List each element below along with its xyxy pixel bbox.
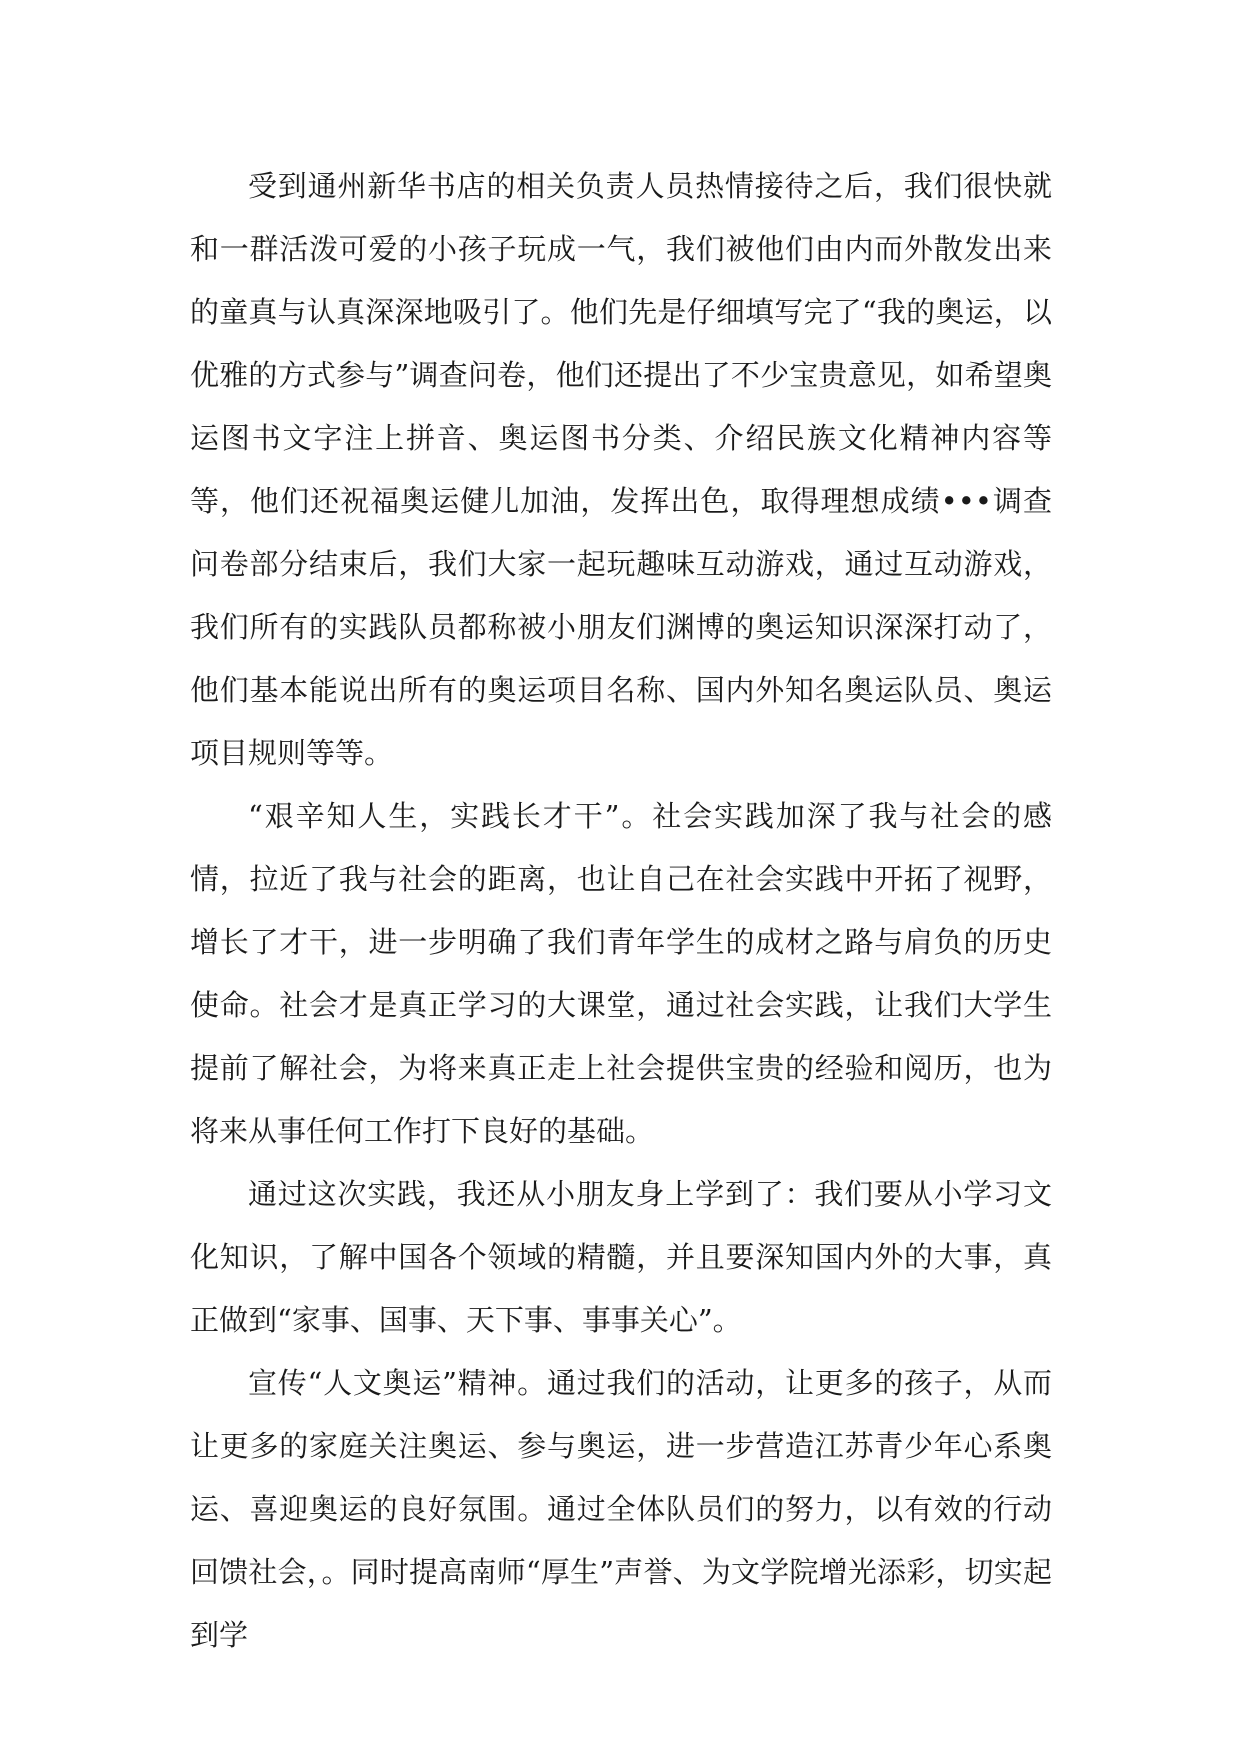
paragraph-1: 受到通州新华书店的相关负责人员热情接待之后，我们很快就和一群活泼可爱的小孩子玩成一气，我们被他们由内而外散发出来的童真与认真深深地吸引了。他们先是仔细填写完了“我的奥运，以优雅的方式参与”调查问卷，他们还提出了不少宝贵意见，如希望奥运图书文字注上拼音、奥运图书分类、介绍民族文化精神内容等等，他们还祝福奥运健儿加油，发挥出色，取得理想成绩•••调查问卷部分结束后，我们大家一起玩趣味互动游戏，通过互动游戏，我们所有的实践队员都称被小朋友们渊博的奥运知识深深打动了，他们基本能说出所有的奥运项目名称、国内外知名奥运队员、奥运项目规则等等。 (190, 169, 1052, 770)
paragraph-2: “艰辛知人生，实践长才干”。社会实践加深了我与社会的感情，拉近了我与社会的距离，也让自己在社会实践中开拓了视野，增长了才干，进一步明确了我们青年学生的成材之路与肩负的历史使命。社会才是真正学习的大课堂，通过社会实践，让我们大学生提前了解社会，为将来真正走上社会提供宝贵的经验和阅历，也为将来从事任何工作打下良好的基础。 (190, 799, 1052, 1148)
paragraph-3: 通过这次实践，我还从小朋友身上学到了：我们要从小学习文化知识，了解中国各个领域的精髓，并且要深知国内外的大事，真正做到“家事、国事、天下事、事事关心”。 (190, 1177, 1052, 1337)
paragraph-4: 宣传“人文奥运”精神。通过我们的活动，让更多的孩子，从而让更多的家庭关注奥运、参与奥运，进一步营造江苏青少年心系奥运、喜迎奥运的良好氛围。通过全体队员们的努力，以有效的行动回馈社会，。同时提高南师“厚生”声誉、为文学院增光添彩，切实起到学 (190, 1366, 1052, 1652)
document-body (190, 155, 1052, 1667)
